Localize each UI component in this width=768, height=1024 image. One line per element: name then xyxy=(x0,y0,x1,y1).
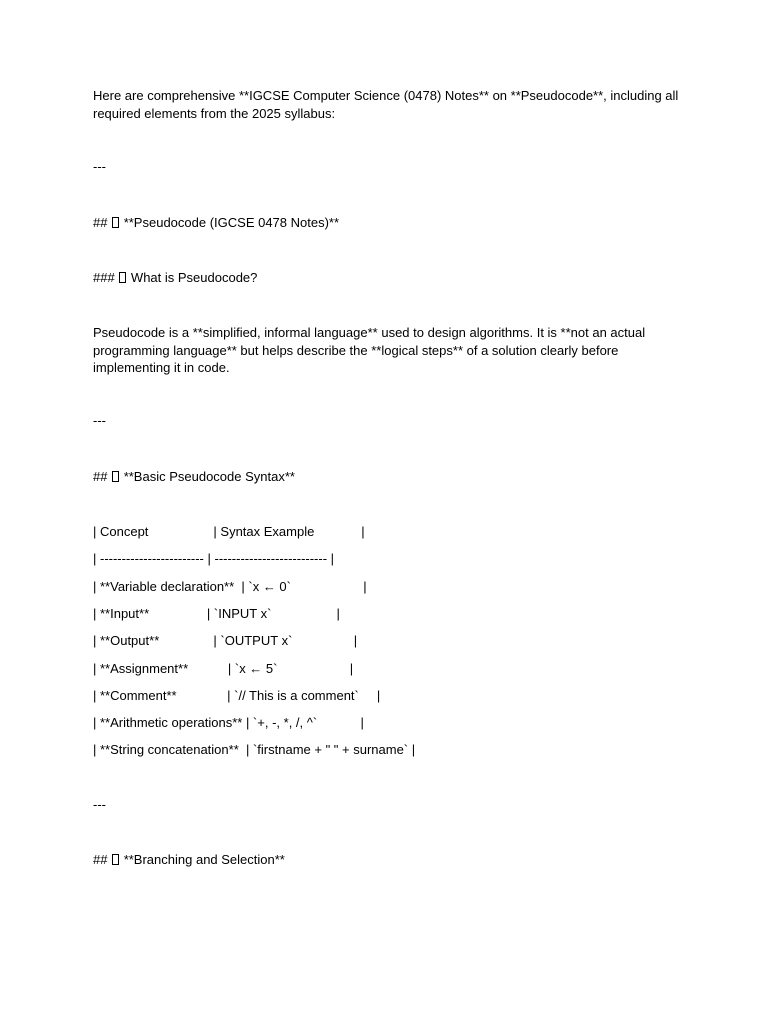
missing-glyph-icon xyxy=(112,217,119,228)
heading-basic-syntax xyxy=(93,468,683,486)
table-line: | **String concatenation** | `firstname + " " + surname` | xyxy=(93,742,416,757)
separator: --- xyxy=(93,413,106,428)
heading-marker: ### xyxy=(93,270,119,285)
intro-paragraph: Here are comprehensive **IGCSE Computer Science (0478) Notes** on **Pseudocode**, including all required elements from the 2025 syllabus: xyxy=(93,88,679,121)
heading-text: **Pseudocode (IGCSE 0478 Notes)** xyxy=(120,215,340,230)
table-line: | **Output** | `OUTPUT x` | xyxy=(93,633,358,648)
heading-text: What is Pseudocode? xyxy=(127,270,258,285)
paragraph-what-is-pseudocode: Pseudocode is a **simplified, informal language** used to design algorithms. It is **not an actual programming language** but helps describe the **logical steps** of a solution clearly before implementing it in code. xyxy=(93,325,646,375)
table-line: | **Assignment** | `x ← 5` | xyxy=(93,661,354,676)
missing-glyph-icon xyxy=(112,471,119,482)
table-line: | **Input** | `INPUT x` | xyxy=(93,606,340,621)
table-line: | ------------------------ | -------------------------- | xyxy=(93,551,335,566)
separator: --- xyxy=(93,159,106,174)
missing-glyph-icon xyxy=(112,854,119,865)
heading-marker: ## xyxy=(93,469,112,484)
table-line: | **Comment** | `// This is a comment` | xyxy=(93,688,381,703)
table-line: | Concept | Syntax Example | xyxy=(93,524,365,539)
heading-text: **Branching and Selection** xyxy=(120,852,285,867)
heading-pseudocode xyxy=(93,214,683,232)
table-line: | **Arithmetic operations** | `+, -, *, /, ^` | xyxy=(93,715,364,730)
heading-marker: ## xyxy=(93,215,112,230)
table-line: | **Variable declaration** | `x ← 0` | xyxy=(93,579,367,594)
heading-branching xyxy=(93,851,683,869)
missing-glyph-icon xyxy=(119,272,126,283)
heading-marker: ## xyxy=(93,852,112,867)
heading-what-is-pseudocode xyxy=(93,269,683,287)
heading-text: **Basic Pseudocode Syntax** xyxy=(120,469,295,484)
separator: --- xyxy=(93,797,106,812)
